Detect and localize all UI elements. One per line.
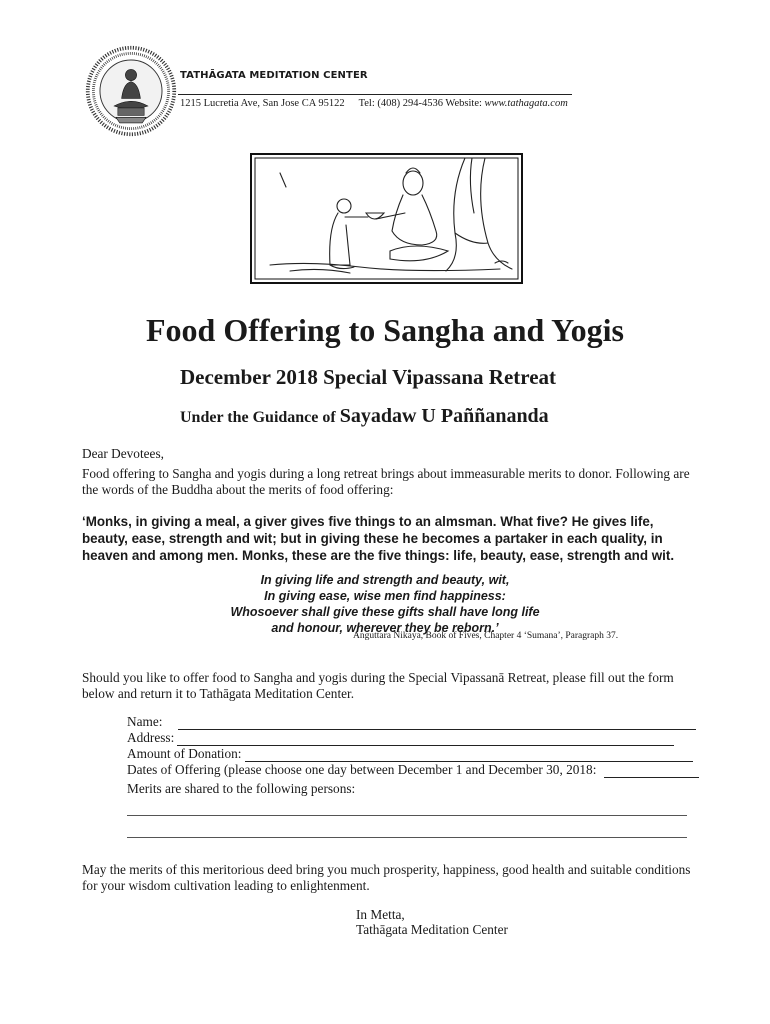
date-field[interactable] — [604, 767, 699, 778]
invitation-paragraph: Should you like to offer food to Sangha and yogis during the Special Vipassanā Retreat, please fill out the form below and return it to Tathāgata Meditation Center. — [82, 670, 674, 701]
merits-field-line-1[interactable] — [127, 815, 687, 816]
amount-label: Amount of Donation: — [127, 746, 242, 761]
retreat-subtitle: December 2018 Special Vipassana Retreat — [180, 365, 557, 389]
signoff: In Metta, — [356, 907, 405, 922]
verse-citation: Anguttara Nikaya, Book of Fives, Chapter 4 ‘Sumana’, Paragraph 37. — [353, 631, 619, 641]
verse-line: and honour, wherever they be reborn.’ — [271, 621, 499, 635]
verse-line: In giving life and strength and beauty, wit, — [260, 573, 510, 587]
header-divider — [178, 94, 572, 95]
name-field[interactable] — [178, 719, 696, 730]
address-label: Address: — [127, 730, 175, 745]
guidance-line — [180, 405, 549, 428]
address-field[interactable] — [177, 735, 674, 746]
guidance-prefix: Under the Guidance of — [180, 409, 340, 426]
salutation: Dear Devotees, — [82, 446, 164, 461]
form-row-dates — [127, 762, 699, 778]
address-text: 1215 Lucretia Ave, San Jose CA 95122 — [180, 98, 345, 109]
form-row-address — [127, 730, 674, 746]
name-label: Name: — [127, 714, 163, 729]
phone-text: Tel: (408) 294-4536 Website: — [358, 98, 485, 109]
form-row-amount — [127, 746, 693, 762]
buddha-alms-illustration — [250, 153, 523, 284]
dates-label: Dates of Offering (please choose one day between December 1 and December 30, 2018: — [127, 762, 597, 777]
merits-label: Merits are shared to the following persons: — [127, 781, 356, 796]
org-name: TATHĀGATA MEDITATION CENTER — [180, 70, 368, 81]
buddha-quote: ‘Monks, in giving a meal, a giver gives five things to an almsman. What five? He gives life, beauty, ease, strength and wit; but in giving these he becomes a partaker in each quality, in heaven and among men. Monks, these are the five things: life, beauty, ease, strength and wit. — [82, 514, 675, 563]
teacher-name: Sayadaw U Paññananda — [339, 405, 549, 427]
intro-paragraph: Food offering to Sangha and yogis during a long retreat brings about immeasurable merits to donor. Following are the words of the Buddha about the merits of food offering: — [82, 466, 690, 497]
verse-block — [0, 572, 770, 636]
form-row-name — [127, 714, 696, 730]
signature-org: Tathāgata Meditation Center — [356, 922, 508, 937]
meditation-center-logo — [84, 44, 178, 138]
merits-field-line-2[interactable] — [127, 837, 687, 838]
verse-line: Whosoever shall give these gifts shall have long life — [230, 605, 540, 619]
amount-field[interactable] — [245, 751, 693, 762]
closing-paragraph: May the merits of this meritorious deed bring you much prosperity, happiness, good health and suitable conditions for your wisdom cultivation leading to enlightenment. — [82, 862, 691, 893]
contact-line — [180, 98, 568, 109]
verse-line: In giving ease, wise men find happiness: — [264, 589, 506, 603]
form-row-merits — [127, 781, 355, 797]
website-link[interactable]: www.tathagata.com — [484, 98, 568, 109]
page-title: Food Offering to Sangha and Yogis — [146, 312, 624, 348]
